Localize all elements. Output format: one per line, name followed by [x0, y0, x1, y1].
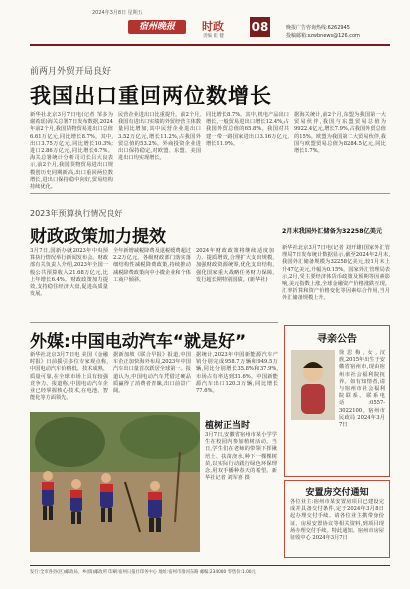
footer-text: 发行:全市各县(区)邮政局、乡(镇)邮政所 印刷:宿州日报社印务中心 地址:宿州市淮河东路 邮编:234000 零售价:1.00元: [30, 570, 256, 575]
editor-line: 责编 崔 健: [203, 34, 224, 39]
missing-notice-body: 徐思梅,女,汉族,2015年出生于安徽省宿州市,现由宿州市社会福利院抚养。如有知情者,请与宿州市社会福利院联系。联系电话:0557-3022100。宿州市民政局 2024年3月7日: [339, 350, 385, 429]
tree-planting-photo: [30, 412, 200, 552]
housing-notice-title: 安置房交付通知: [305, 488, 369, 498]
housing-delivery-notice: [284, 480, 390, 558]
newspaper-logo: [128, 20, 186, 34]
story1-divider: [30, 193, 390, 194]
story3-column-2: 据新加坡《联合早报》报道,中国车企正加快海外布局,2023年中国汽车出口量首次跃居全球第一。报道认为,中国电动汽车凭借过硬品质赢得了消费者青睐,出口前景广阔。: [113, 352, 191, 395]
story1-column-4: 据海关统计,前2个月,东盟为我国第一大贸易伙伴,我国与东盟贸易总值为9922.4亿元,增长7.9%,占我国外贸总值的15%。欧盟为我国第二大贸易伙伴,我国与欧盟贸易总值为8284.5亿元,同比增长1.7%。: [294, 112, 386, 155]
missing-notice-title: 寻亲公告: [317, 334, 357, 345]
side-story-body: 新华社北京3月7日电(记者 刘开雄)国家外汇管理局7日发布统计数据显示,截至2024年2月末,我国外汇储备规模为32258亿美元,较1月末上升47亿美元,升幅为0.15%。国家外汇管理局表示,2月,受主要经济体货币政策及预期等因素影响,美元指数上涨,全球金融资产价格涨跌互现。汇率折算和资产价格变化等因素综合作用,当月外汇储备规模上升。: [282, 245, 390, 302]
story2-kicker: 2023年预算执行情况良好: [30, 209, 123, 218]
photo-caption-body: 3月7日,安徽省宿州市某小学学生在校园内参加植树活动。当日,学生们在老师的带领下挥锹培土、扶苗浇水,种下一棵棵树苗,以实际行动践行绿色环保理念,用双手播种春天的希望。新华社记者 刘军喜 摄: [205, 432, 277, 482]
story1-column-1: 新华社北京3月7日电(记者 邹多为 谢希瑶)海关总署7日发布数据,2024年前2个月,我国货物贸易进出口总值6.61万亿元,同比增长8.7%。其中,出口3.75万亿元,同比增长10.3%;进口2.86万亿元,同比增长6.7%。海关总署统计分析司司长吕大良表示,前2个月,我国货物贸易进出口规模创历史同期新高,出口重回两位数增长,进出口保持稳中向好,贸易结构持续优化。: [30, 112, 113, 191]
story1-headline: 我国出口重回两位数增长: [30, 84, 272, 108]
story1-column-2: 民营企业进出口比重提升。前2个月,我国有进出口实绩的外贸经营主体数量同比增加,其中民营企业进出口3.52万亿元,增长11.2%,占我国外贸总值的53.2%。外商投资企业进出口保持稳定,对欧盟、东盟、美国进出口均实现增长。: [118, 112, 202, 162]
story2-headline: 财政政策加力提效: [30, 227, 166, 247]
story2-column-1: 3月7日,国新办就2023年中央预算执行情况举行新闻发布会。财政部有关负责人介绍,2023年全国一般公共预算收入21.68万亿元,比上年增长6.4%。财政政策加力提效,支持稳住经济大盘,促进高质量发展。: [30, 248, 108, 298]
story1-kicker: 前两月外贸开局良好: [30, 67, 112, 77]
section-label: 时政: [202, 20, 224, 33]
news-photo: [30, 412, 200, 552]
missing-person-notice: [284, 325, 390, 477]
masthead-rule: [30, 44, 390, 46]
story2-divider: [30, 322, 278, 323]
child-photo: [291, 350, 335, 420]
story2-column-2: 全年新增减税降费及退税缓费超过2.2万亿元。各级财政部门落实落细结构性减税降费政策,持续推动减税降费政策向中小微企业和个体工商户倾斜。: [113, 248, 191, 283]
logo-text: 宿州晚报: [138, 22, 175, 32]
contribution-email: 投稿邮箱:szwbnews@126.com: [286, 33, 360, 39]
story3-column-3: 据统计,2023年中国新能源汽车产销分别完成958.7万辆和949.5万辆,同比分别增长35.8%和37.9%,市场占有率达到31.6%。中国新能源汽车出口120.3万辆,同比增长77.6%。: [196, 352, 278, 395]
story1-column-3: 同比增长8.7%。其中,机电产品出口增长,一般贸易进出口增长12.4%,占我国外贸总值的65.8%。我国对共建一带一路国家进出口3.16万亿元,增长11.9%。: [206, 112, 289, 147]
story3-column-1: 新华社北京3月7日电 美国《金融时报》日前援引多位专家观点称,中国电动汽车价格低、技术成熟、质量可靠,在全球市场上具有较强竞争力。报道称,中国电动汽车企业已经掌握核心技术,在电池、智能化等方面领先。: [30, 352, 108, 402]
side-story-headline: 2月末我国外汇储备为32258亿美元: [282, 228, 383, 235]
story3-headline: 外媒:中国电动汽车“就是好”: [30, 332, 247, 352]
story2-column-3: 2024年财政政策将继续适度加力、提质增效,合理扩大支出规模,加强财政资源统筹,优化支出结构,强化国家重大战略任务财力保障,发行超长期特别国债。(新华社): [196, 248, 274, 283]
page-number-text: 08: [251, 20, 269, 34]
page-number: [250, 17, 270, 37]
housing-notice-body: 各位业主:宿州市某安置房项目已建设完成并具备交付条件,定于2024年3月8日起办理交付手续。请各位业主携带身份证、房屋安置协议等相关资料,到项目现场办理交付手续。特此通知。宿州市房屋征收中心 2024年3月7日: [290, 499, 384, 542]
ad-hotline: 晚报广告咨询热线:6262945: [286, 25, 350, 31]
child-portrait: [291, 350, 335, 420]
masthead: [0, 0, 410, 45]
footer-rule: [30, 565, 390, 566]
date-line: 2024年3月8日 星期五: [92, 10, 143, 16]
photo-caption-title: 植树正当时: [205, 421, 251, 431]
